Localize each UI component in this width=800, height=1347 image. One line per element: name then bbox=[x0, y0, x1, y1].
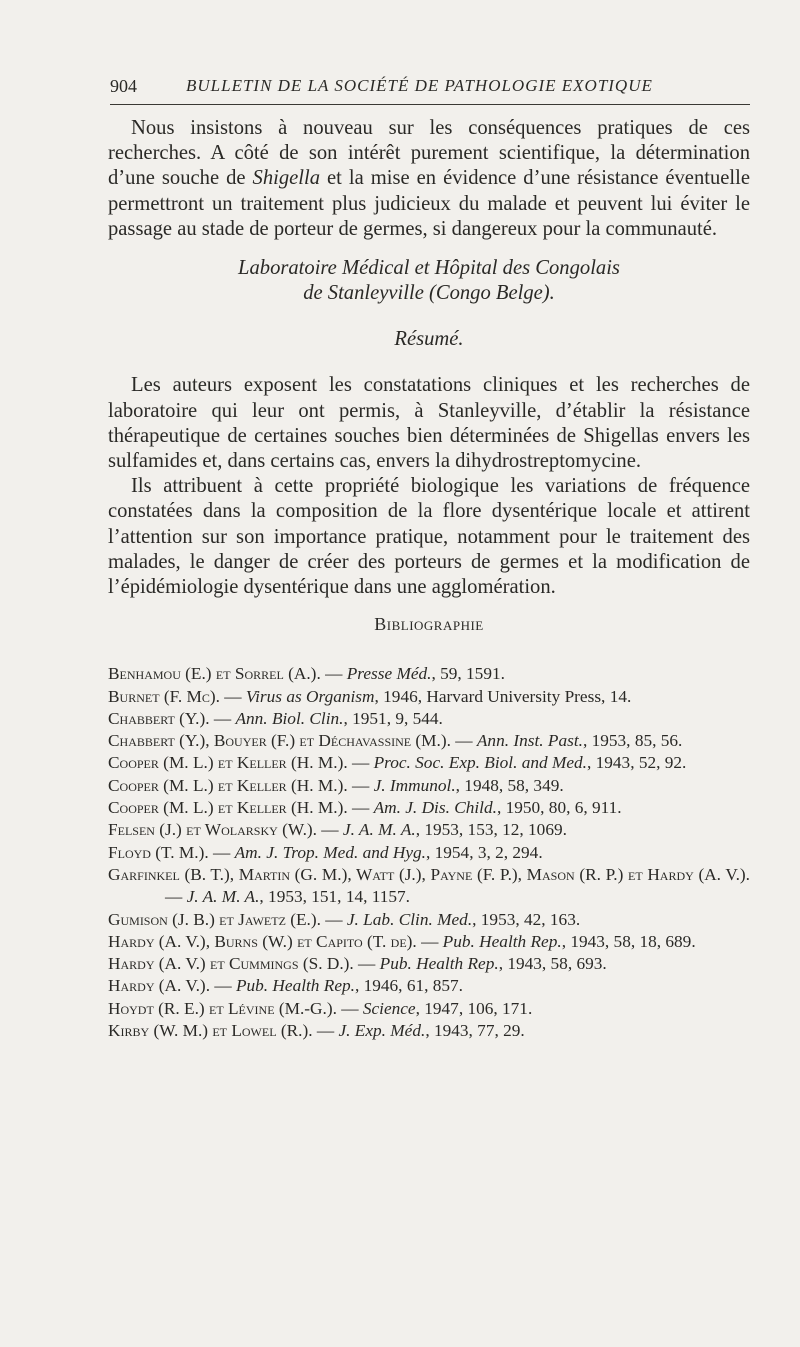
bib-journal: Pub. Health Rep. bbox=[235, 976, 355, 996]
bibliography-entry bbox=[108, 931, 750, 953]
bib-authors: Chabbert (Y.). bbox=[108, 708, 210, 728]
bib-separator: — bbox=[336, 998, 363, 1018]
bib-authors: Hardy (A. V.) et Cummings (S. D.). bbox=[108, 954, 354, 974]
paragraph-conclusion bbox=[108, 116, 750, 242]
bib-separator: — bbox=[416, 931, 443, 951]
bibliography-entry bbox=[108, 1020, 750, 1042]
bib-journal: J. A. M. A. bbox=[342, 820, 416, 840]
article-body bbox=[108, 116, 750, 1042]
bib-separator: — bbox=[353, 954, 380, 974]
bib-journal: J. Lab. Clin. Med. bbox=[346, 909, 473, 929]
bib-journal: J. A. M. A. bbox=[186, 887, 260, 907]
bib-separator: — bbox=[450, 731, 477, 751]
affiliation bbox=[108, 256, 750, 306]
resume-heading: Résumé. bbox=[394, 328, 464, 351]
bib-journal: Science bbox=[362, 998, 416, 1018]
bib-separator: — bbox=[210, 976, 236, 996]
bib-separator: — bbox=[320, 664, 347, 684]
bib-journal: Proc. Soc. Exp. Biol. and Med. bbox=[373, 753, 587, 773]
species-name: Shigella bbox=[252, 167, 321, 190]
bib-journal: Ann. Inst. Past. bbox=[476, 731, 583, 751]
bib-authors: Chabbert (Y.), Bouyer (F.) et Déchavassine (M.). bbox=[108, 731, 451, 751]
bib-separator: — bbox=[209, 708, 236, 728]
bib-authors: Gumison (J. B.) et Jawetz (E.). bbox=[108, 909, 321, 929]
affiliation-line-2: de Stanleyville (Congo Belge). bbox=[303, 282, 555, 305]
bib-journal: Am. J. Dis. Child. bbox=[373, 798, 497, 818]
bib-details: , 1951, 9, 544. bbox=[343, 708, 443, 728]
bib-details: , 1953, 153, 12, 1069. bbox=[415, 820, 567, 840]
affiliation-line-1: Laboratoire Médical et Hôpital des Congolais bbox=[238, 257, 620, 280]
bib-authors: Burnet (F. Mc). bbox=[108, 686, 220, 706]
bib-details: , 1953, 151, 14, 1157. bbox=[259, 887, 410, 907]
bibliography-heading: Bibliographie bbox=[374, 614, 484, 635]
bib-journal: Presse Méd. bbox=[346, 664, 432, 684]
bibliography-entry bbox=[108, 686, 750, 708]
bib-separator: — bbox=[347, 753, 374, 773]
bib-authors: Hardy (A. V.). bbox=[108, 976, 211, 996]
bib-details: , 1947, 106, 171. bbox=[415, 998, 533, 1018]
bibliography-entry bbox=[108, 975, 750, 997]
page-header bbox=[110, 76, 750, 102]
bib-details: , 1946, 61, 857. bbox=[354, 976, 463, 996]
bibliography-entry bbox=[108, 864, 750, 909]
bib-separator: — bbox=[347, 798, 374, 818]
bib-separator: — bbox=[312, 1021, 339, 1040]
bib-separator: — bbox=[208, 842, 235, 862]
bib-journal: Virus as Organism bbox=[245, 686, 375, 706]
bib-authors: Garfinkel (B. T.), Martin (G. M.), Watt (J.), Payne (F. P.), Mason (R. P.) et Hardy (A. V.). bbox=[108, 864, 750, 884]
bib-separator: — bbox=[320, 909, 347, 929]
bib-journal: J. Exp. Méd. bbox=[338, 1021, 426, 1040]
paragraph-text-1: Nous insistons à nouveau sur les conséquences pratiques de ces recherches. A côté de son intérêt purement scientifique, la détermination d’une souche de bbox=[108, 117, 750, 190]
header-rule bbox=[110, 104, 750, 105]
bib-journal: Pub. Health Rep. bbox=[442, 931, 562, 951]
bib-journal: Ann. Biol. Clin. bbox=[235, 708, 344, 728]
bib-authors: Felsen (J.) et Wolarsky (W.). bbox=[108, 820, 317, 840]
bib-details: , 1953, 42, 163. bbox=[472, 909, 581, 929]
bib-authors: Hardy (A. V.), Burns (W.) et Capito (T. de). bbox=[108, 931, 417, 951]
bib-journal: Am. J. Trop. Med. and Hyg. bbox=[234, 842, 426, 862]
bib-separator: — bbox=[316, 820, 343, 840]
bib-journal: Pub. Health Rep. bbox=[379, 954, 499, 974]
bib-authors: Cooper (M. L.) et Keller (H. M.). bbox=[108, 798, 348, 818]
bib-details: , 1943, 58, 693. bbox=[498, 954, 607, 974]
bibliography-entry bbox=[108, 775, 750, 797]
bib-separator: — bbox=[219, 686, 246, 706]
bib-details: , 1943, 58, 18, 689. bbox=[561, 931, 696, 951]
bib-details: , 1953, 85, 56. bbox=[582, 731, 683, 751]
bib-authors: Cooper (M. L.) et Keller (H. M.). bbox=[108, 775, 348, 795]
bibliography-entry bbox=[108, 797, 750, 819]
bib-authors: Benhamou (E.) et Sorrel (A.). bbox=[108, 664, 321, 684]
running-title: BULLETIN DE LA SOCIÉTÉ DE PATHOLOGIE EXOTIQUE bbox=[186, 76, 653, 95]
paragraph-text-2: et la mise en évidence d’une résistance éventuelle permettront un traitement plus judicieux du malade et peuvent lui éviter le passage au stade de porteur de germes, si dangereux pour la communauté. bbox=[108, 167, 750, 240]
bibliography-entry bbox=[108, 842, 750, 864]
bibliography-entry bbox=[108, 730, 750, 752]
bib-details: , 1943, 77, 29. bbox=[425, 1021, 525, 1040]
bib-authors: Kirby (W. M.) et Lowel (R.). bbox=[108, 1021, 313, 1040]
bib-details: , 1943, 52, 92. bbox=[586, 753, 687, 773]
resume-paragraph-1: Les auteurs exposent les constatations cliniques et les recherches de laboratoire qui leur ont permis, à Stanleyville, d’établir la résistance thérapeutique de certaines souches bien déterminées de Shigellas envers les sulfamides et, dans certains cas, envers la dihydrostreptomycine. bbox=[108, 374, 750, 473]
bib-details: , 1948, 58, 349. bbox=[455, 775, 564, 795]
bib-details: , 1954, 3, 2, 294. bbox=[425, 842, 543, 862]
bib-authors: Cooper (M. L.) et Keller (H. M.). bbox=[108, 753, 348, 773]
bib-separator: — bbox=[165, 887, 187, 907]
bib-authors: Floyd (T. M.). bbox=[108, 842, 209, 862]
bibliography-entry bbox=[108, 953, 750, 975]
bib-journal: J. Immunol. bbox=[373, 775, 456, 795]
resume-paragraph-2: Ils attribuent à cette propriété biologique les variations de fréquence constatées dans la composition de la flore dysentérique locale et attirent l’attention sur son importance pratique, notamment pour le traitement des malades, le danger de créer des porteurs de germes et la modification de l’épidémiologie dysentérique dans une agglomération. bbox=[108, 475, 750, 599]
bibliography-entry bbox=[108, 998, 750, 1020]
page-number: 904 bbox=[110, 76, 137, 96]
bibliography-entry bbox=[108, 819, 750, 841]
bib-details: , 59, 1591. bbox=[431, 664, 505, 684]
bibliography-entry bbox=[108, 663, 750, 685]
bib-separator: — bbox=[347, 775, 374, 795]
bib-details: , 1950, 80, 6, 911. bbox=[496, 798, 622, 818]
bibliography-entry bbox=[108, 752, 750, 774]
bib-authors: Hoydt (R. E.) et Lévine (M.-G.). bbox=[108, 998, 337, 1018]
bib-details: , 1946, Harvard University Press, 14. bbox=[374, 686, 632, 706]
bibliography-entry bbox=[108, 708, 750, 730]
bibliography-list bbox=[108, 663, 750, 1042]
bibliography-entry bbox=[108, 909, 750, 931]
